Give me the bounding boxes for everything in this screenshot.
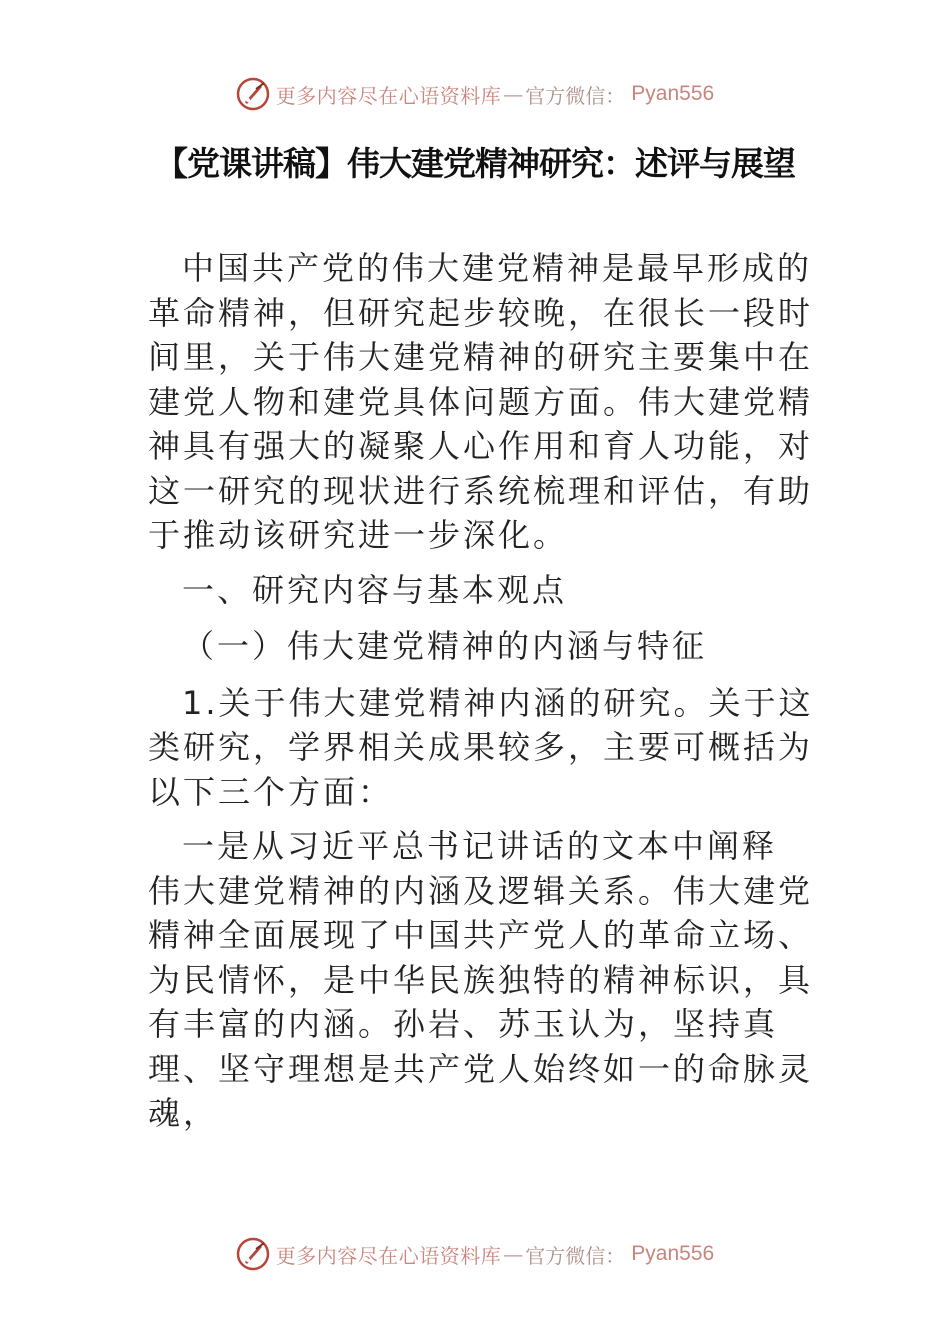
banner-text: 更多内容尽在心语资料库 <box>275 83 502 108</box>
paragraph: 一是从习近平总书记讲话的文本中阐释 伟大建党精神的内涵及逻辑关系。伟大建党精神全面展现了中国共产党人的革命立场、为民情怀，是中华民族独特的精神标识，具有丰富的内涵。孙岩、苏玉认为，坚持真理、坚守理想是共产党人始终如一的命脉灵魂， <box>148 827 814 1132</box>
banner-wechat-id: Pyan556 <box>631 82 715 105</box>
document-body <box>148 246 820 1146</box>
banner-separator: — <box>503 82 524 106</box>
footer-banner <box>0 1232 950 1276</box>
paragraph: 1.关于伟大建党精神内涵的研究。关于这类研究，学界相关成果较多，主要可概括为以下三个方面： <box>148 683 814 811</box>
banner-wechat-label: 官方微信： <box>525 83 626 108</box>
section-heading: 一、研究内容与基本观点 <box>182 570 568 609</box>
banner-separator: — <box>503 1242 524 1266</box>
banner-wechat-label: 官方微信： <box>525 1243 626 1268</box>
quill-pen-circle-icon <box>236 77 270 111</box>
header-banner <box>0 72 950 116</box>
subsection-heading: （一）伟大建党精神的内涵与特征 <box>182 627 708 665</box>
paragraph: 中国共产党的伟大建党精神是最早形成的革命精神，但研究起步较晚，在很长一段时间里，关于伟大建党精神的研究主要集中在建党人物和建党具体问题方面。伟大建党精神具有强大的凝聚人心作用和育人功能，对这一研究的现状进行系统梳理和评估，有助于推动该研究进一步深化。 <box>148 249 814 554</box>
quill-pen-circle-icon <box>236 1237 270 1271</box>
banner-text: 更多内容尽在心语资料库 <box>275 1243 502 1268</box>
document-title: 【党课讲稿】伟大建党精神研究：述评与展望 <box>155 144 795 183</box>
banner-wechat-id: Pyan556 <box>631 1242 715 1265</box>
